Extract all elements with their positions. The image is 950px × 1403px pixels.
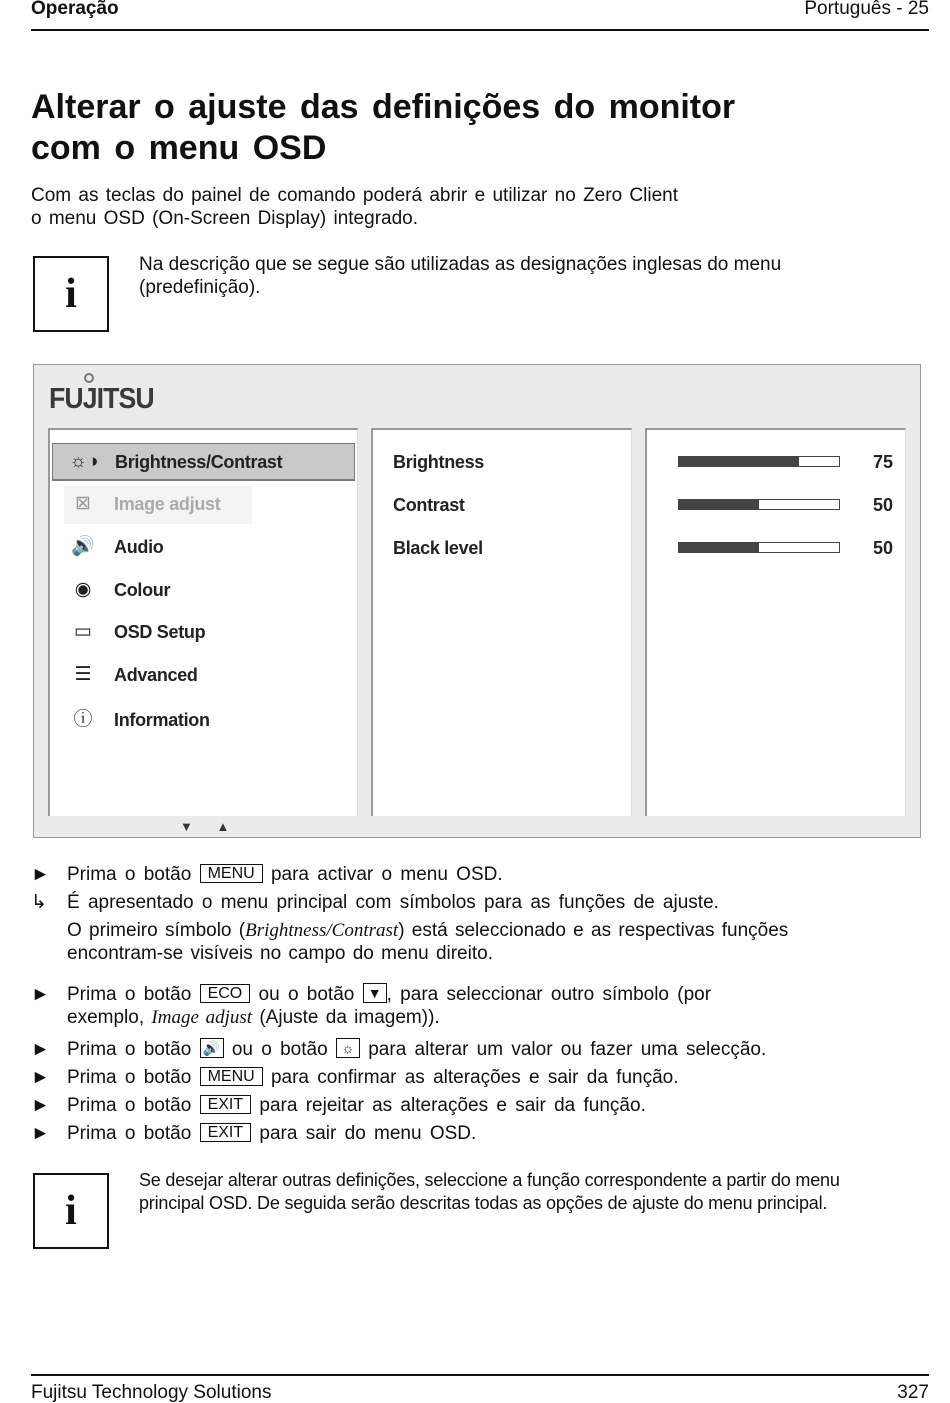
note-text-line-2: encontram-se visíveis no campo do menu direito.: [67, 943, 493, 964]
menu-key: MENU: [200, 864, 263, 883]
step-text: ou o botão: [258, 984, 355, 1005]
image-adjust-icon: ⊠: [75, 493, 91, 514]
contrast-value: 50: [873, 495, 894, 515]
title-line-2: com o menu OSD: [31, 129, 327, 167]
info-icon: ⓘ: [73, 709, 93, 730]
first-symbol-note: [67, 919, 788, 965]
brightness-key-icon: ☼: [336, 1038, 360, 1058]
step-text: para alterar um valor ou fazer uma selecção.: [368, 1039, 767, 1060]
section-title: Operação: [31, 0, 119, 19]
step-text: (Ajuste da imagem)).: [259, 1007, 440, 1028]
bullet-arrow-icon: ►: [31, 864, 50, 885]
result-text: É apresentado o menu principal com símbolos para as funções de ajuste.: [67, 892, 719, 913]
step-text: para sair do menu OSD.: [259, 1123, 477, 1144]
osd-menu-item-image-adjust[interactable]: [52, 486, 355, 524]
black-level-value: 50: [873, 538, 894, 558]
osd-menu-item-advanced[interactable]: [52, 657, 355, 695]
osd-menu-label: Colour: [114, 580, 171, 600]
osd-main-menu: [48, 428, 358, 816]
advanced-icon: ☰: [74, 664, 92, 685]
bullet-arrow-icon: ►: [31, 1123, 50, 1144]
step-text: para activar o menu OSD.: [270, 864, 503, 885]
contrast-slider[interactable]: [678, 499, 840, 510]
bullet-arrow-icon: ►: [31, 984, 50, 1005]
speaker-icon: 🔊: [71, 536, 95, 557]
osd-menu-label: Image adjust: [114, 494, 221, 514]
info-note-2: [139, 1169, 840, 1215]
osd-menu-label: Audio: [114, 537, 164, 557]
osd-menu-label: OSD Setup: [114, 622, 206, 642]
step-text: Prima o botão: [67, 984, 192, 1005]
osd-menu-item-audio[interactable]: [52, 529, 355, 567]
result-arrow-icon: ↳: [31, 892, 47, 913]
step-text: Prima o botão: [67, 1123, 192, 1144]
step-text: Prima o botão: [67, 1039, 192, 1060]
black-level-slider[interactable]: [678, 542, 840, 553]
info-note-2-line-1: Se desejar alterar outras definições, seleccione a função correspondente a partir do menu: [139, 1170, 840, 1190]
brightness-value: 75: [873, 452, 894, 472]
intro-line-1: Com as teclas do painel de comando poderá abrir e utilizar no Zero Client: [31, 185, 678, 206]
osd-menu-item-colour[interactable]: [52, 572, 355, 610]
osd-menu-item-information[interactable]: [52, 702, 355, 740]
param-black-level-label: Black level: [393, 538, 483, 558]
brightness-contrast-icon: ☼◑: [69, 451, 99, 472]
page-label: Português - 25: [804, 0, 929, 19]
bullet-arrow-icon: ►: [31, 1067, 50, 1088]
exit-key: EXIT: [200, 1123, 252, 1142]
osd-screenshot: [33, 364, 921, 838]
brightness-slider[interactable]: [678, 456, 840, 467]
page-header: [31, 0, 929, 31]
brightness-slider-fill: [679, 457, 799, 466]
info-icon: [33, 1173, 109, 1249]
note-text: O primeiro símbolo (: [67, 920, 246, 941]
info-icon: [33, 256, 109, 332]
volume-key-icon: 🔊: [200, 1038, 224, 1058]
osd-setup-icon: ▭: [74, 621, 92, 642]
contrast-slider-fill: [679, 500, 759, 509]
step-text: para rejeitar as alterações e sair da função.: [259, 1095, 646, 1116]
intro-line-2: o menu OSD (On-Screen Display) integrado.: [31, 208, 418, 229]
step-text: , para seleccionar outro símbolo (por: [386, 984, 712, 1005]
intro-paragraph: [31, 184, 771, 230]
fujitsu-logo-infinity-icon: [84, 373, 94, 383]
bullet-arrow-icon: ►: [31, 1039, 50, 1060]
info-note-1-line-1: Na descrição que se segue são utilizadas as designações inglesas do menu: [139, 254, 782, 275]
menu-key: MENU: [200, 1067, 263, 1086]
term-image-adjust: Image adjust: [151, 1007, 253, 1028]
osd-menu-label: Brightness/Contrast: [115, 452, 283, 472]
step-select-symbol-line-2: [67, 1006, 440, 1029]
osd-param-labels: [371, 428, 632, 816]
black-level-slider-fill: [679, 543, 759, 552]
info-icon-glyph: i: [65, 271, 77, 317]
footer-company: Fujitsu Technology Solutions: [31, 1382, 272, 1403]
info-note-1: [139, 253, 781, 299]
term-brightness-contrast: Brightness/Contrast: [245, 920, 399, 941]
step-text: Prima o botão: [67, 864, 192, 885]
bullet-arrow-icon: ►: [31, 1095, 50, 1116]
step-text: ou o botão: [231, 1039, 328, 1060]
info-note-2-line-2: principal OSD. De seguida serão descritas todas as opções de ajuste do menu principal.: [139, 1193, 828, 1213]
note-text: ) está seleccionado e as respectivas funções: [398, 920, 789, 941]
down-arrow-key-icon: ▼: [363, 983, 387, 1003]
info-note-1-line-2: (predefinição).: [139, 277, 261, 298]
param-contrast-label: Contrast: [393, 495, 465, 515]
title-line-1: Alterar o ajuste das definições do monitor: [31, 88, 736, 126]
step-text: Prima o botão: [67, 1095, 192, 1116]
palette-icon: ◉: [74, 579, 92, 600]
osd-menu-item-brightness-contrast[interactable]: [52, 443, 355, 481]
info-icon-glyph: i: [65, 1188, 77, 1234]
step-text: Prima o botão: [67, 1067, 192, 1088]
page-title: [31, 87, 735, 169]
page-footer: [31, 1374, 929, 1403]
osd-menu-label: Advanced: [114, 665, 198, 685]
exit-key: EXIT: [200, 1095, 252, 1114]
footer-page-number: 327: [897, 1382, 929, 1403]
fujitsu-logo: FUJITSU: [49, 383, 154, 415]
step-text: exemplo,: [67, 1007, 145, 1028]
eco-key: ECO: [200, 984, 251, 1003]
step-text: para confirmar as alterações e sair da função.: [270, 1067, 679, 1088]
param-brightness-label: Brightness: [393, 452, 485, 472]
osd-menu-label: Information: [114, 710, 210, 730]
osd-menu-item-osd-setup[interactable]: [52, 614, 355, 652]
osd-param-values: [645, 428, 906, 816]
osd-nav-arrows-icon: ▼ ▲: [180, 819, 240, 834]
